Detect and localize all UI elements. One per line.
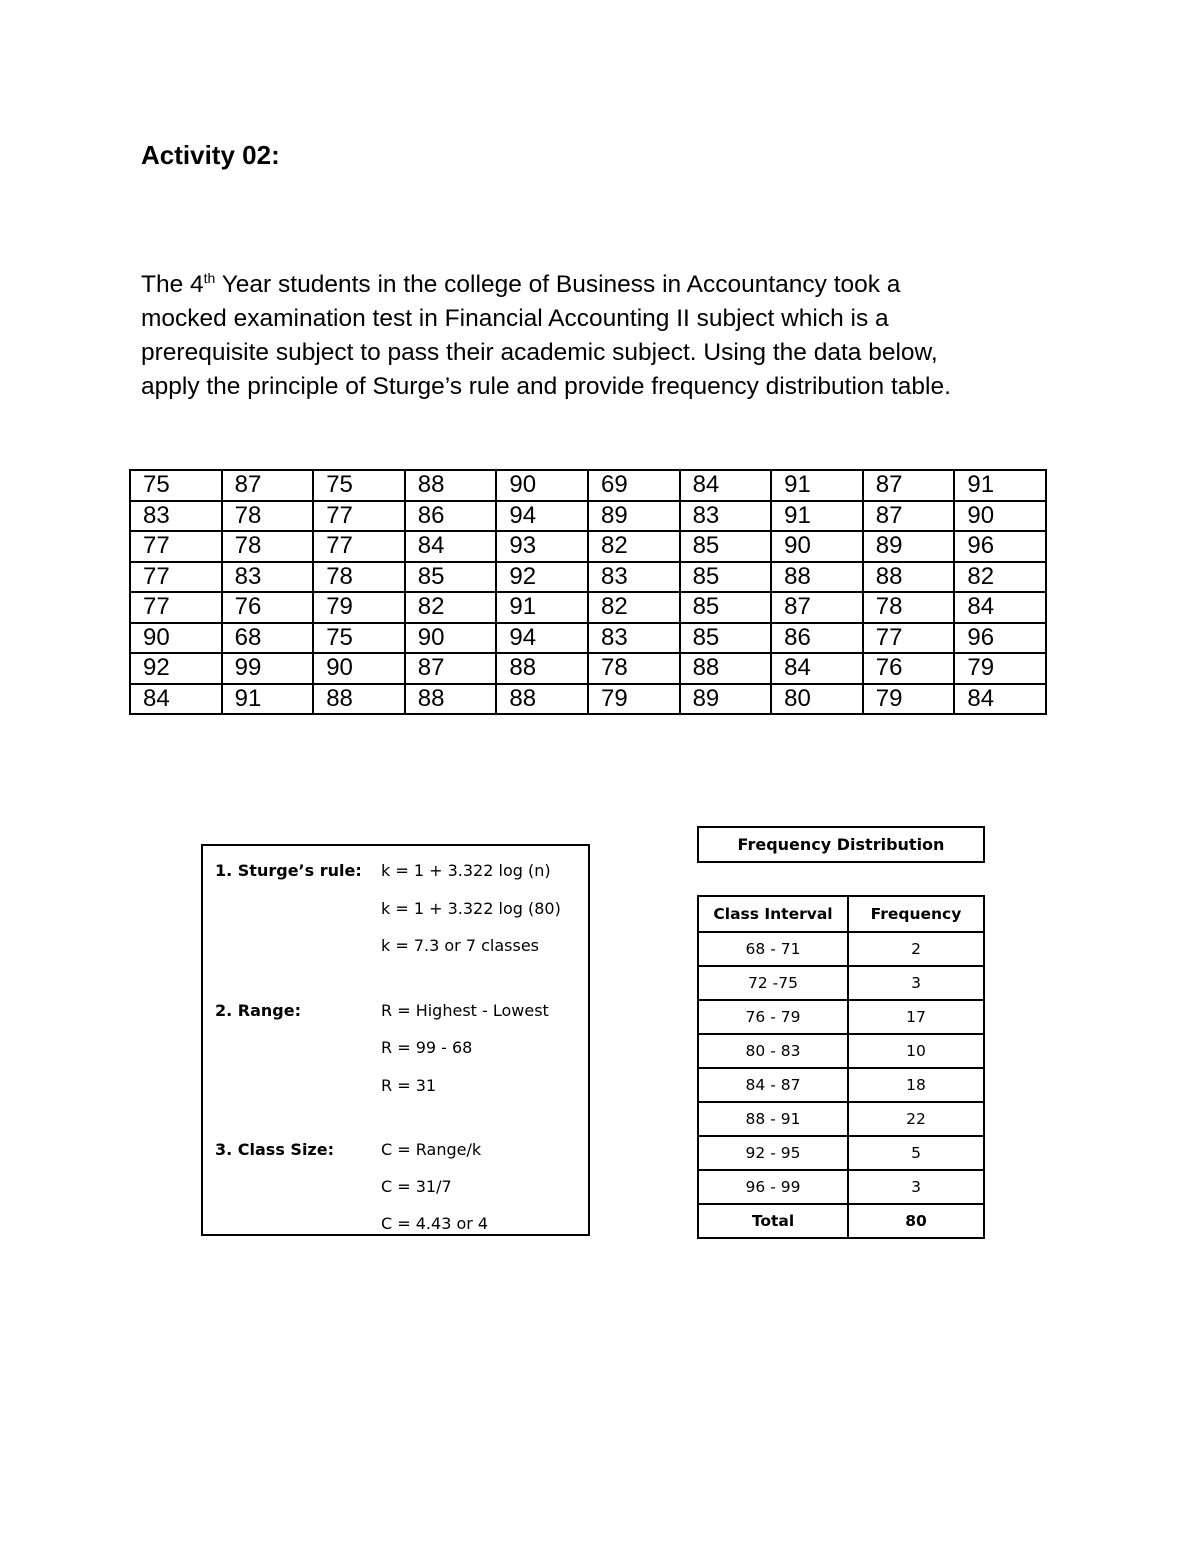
score-cell: 77 [313,531,405,562]
frequency-distribution-title: Frequency Distribution [697,826,985,863]
score-cell: 79 [954,653,1046,684]
score-cell: 88 [313,684,405,715]
instructions-line-4: apply the principle of Sturge’s rule and provide frequency distribution table. [141,373,951,400]
score-cell: 90 [496,470,588,501]
score-cell: 75 [313,623,405,654]
class-interval-cell: 92 - 95 [698,1136,848,1170]
score-cell: 82 [588,592,680,623]
score-cell: 91 [496,592,588,623]
scores-row [130,684,1046,715]
score-cell: 93 [496,531,588,562]
score-cell: 85 [680,623,772,654]
score-cell: 77 [130,531,222,562]
score-cell: 87 [222,470,314,501]
frequency-row [698,1000,984,1034]
score-cell: 89 [863,531,955,562]
class-interval-cell: 80 - 83 [698,1034,848,1068]
instructions-line-3: prerequisite subject to pass their academic subject. Using the data below, [141,339,938,366]
score-cell: 78 [222,501,314,532]
scores-row [130,531,1046,562]
score-cell: 82 [405,592,497,623]
class-size-substitution: C = 31/7 [381,1177,452,1196]
score-cell: 76 [863,653,955,684]
class-interval-cell: 76 - 79 [698,1000,848,1034]
score-cell: 77 [130,562,222,593]
frequency-cell: 10 [848,1034,984,1068]
score-cell: 87 [771,592,863,623]
score-cell: 85 [680,562,772,593]
score-cell: 77 [863,623,955,654]
class-size-formula: C = Range/k [381,1140,482,1159]
score-cell: 78 [222,531,314,562]
score-cell: 88 [496,653,588,684]
frequency-cell: 3 [848,966,984,1000]
score-cell: 88 [680,653,772,684]
score-cell: 87 [405,653,497,684]
scores-row [130,653,1046,684]
frequency-row [698,1068,984,1102]
score-cell: 85 [405,562,497,593]
total-label: Total [698,1204,848,1238]
frequency-cell: 18 [848,1068,984,1102]
score-cell: 84 [954,684,1046,715]
sturges-result: k = 7.3 or 7 classes [381,936,539,955]
score-cell: 77 [130,592,222,623]
frequency-table [697,895,985,1239]
frequency-row [698,1102,984,1136]
range-formula: R = Highest - Lowest [381,1001,549,1020]
computation-box [201,844,590,1236]
class-interval-cell: 84 - 87 [698,1068,848,1102]
frequency-header-row [698,896,984,932]
activity-title: Activity 02: [141,140,280,170]
score-cell: 82 [954,562,1046,593]
score-cell: 79 [863,684,955,715]
score-cell: 88 [771,562,863,593]
score-cell: 82 [588,531,680,562]
score-cell: 69 [588,470,680,501]
sturges-rule-label: 1. Sturge’s rule: [215,861,362,880]
score-cell: 85 [680,531,772,562]
score-cell: 88 [405,684,497,715]
score-cell: 90 [130,623,222,654]
instructions-line-1: The 4th Year students in the college of Business in Accountancy took a [141,269,901,298]
range-label: 2. Range: [215,1001,301,1020]
score-cell: 83 [680,501,772,532]
frequency-row [698,1136,984,1170]
score-cell: 90 [405,623,497,654]
score-cell: 78 [313,562,405,593]
sturges-substitution: k = 1 + 3.322 log (80) [381,899,561,918]
score-cell: 84 [680,470,772,501]
score-cell: 88 [405,470,497,501]
score-cell: 86 [771,623,863,654]
score-cell: 78 [588,653,680,684]
score-cell: 83 [588,623,680,654]
frequency-row [698,932,984,966]
class-interval-cell: 68 - 71 [698,932,848,966]
score-cell: 92 [496,562,588,593]
score-cell: 78 [863,592,955,623]
score-cell: 90 [313,653,405,684]
score-cell: 84 [954,592,1046,623]
score-cell: 75 [313,470,405,501]
score-cell: 83 [222,562,314,593]
score-cell: 94 [496,623,588,654]
score-cell: 96 [954,623,1046,654]
instructions-paragraph [141,268,1101,404]
score-cell: 88 [863,562,955,593]
frequency-cell: 17 [848,1000,984,1034]
class-interval-header: Class Interval [698,896,848,932]
class-size-result: C = 4.43 or 4 [381,1214,489,1233]
range-substitution: R = 99 - 68 [381,1038,473,1057]
frequency-cell: 3 [848,1170,984,1204]
scores-row [130,592,1046,623]
class-interval-cell: 72 -75 [698,966,848,1000]
frequency-row [698,966,984,1000]
score-cell: 92 [130,653,222,684]
ordinal-suffix: th [203,269,216,286]
score-cell: 87 [863,501,955,532]
total-row [698,1204,984,1238]
score-cell: 91 [222,684,314,715]
score-cell: 85 [680,592,772,623]
class-interval-cell: 96 - 99 [698,1170,848,1204]
score-cell: 84 [130,684,222,715]
total-value: 80 [848,1204,984,1238]
score-cell: 80 [771,684,863,715]
score-cell: 89 [680,684,772,715]
frequency-cell: 5 [848,1136,984,1170]
score-cell: 87 [863,470,955,501]
sturges-formula: k = 1 + 3.322 log (n) [381,861,551,880]
score-cell: 84 [405,531,497,562]
frequency-row [698,1170,984,1204]
score-cell: 79 [313,592,405,623]
score-cell: 75 [130,470,222,501]
score-cell: 96 [954,531,1046,562]
scores-row [130,501,1046,532]
frequency-cell: 22 [848,1102,984,1136]
scores-row [130,562,1046,593]
score-cell: 91 [954,470,1046,501]
score-cell: 77 [313,501,405,532]
score-cell: 90 [954,501,1046,532]
score-cell: 90 [771,531,863,562]
score-cell: 68 [222,623,314,654]
score-cell: 86 [405,501,497,532]
score-cell: 91 [771,501,863,532]
instructions-line-2: mocked examination test in Financial Accounting II subject which is a [141,305,889,332]
score-cell: 94 [496,501,588,532]
score-cell: 89 [588,501,680,532]
class-interval-cell: 88 - 91 [698,1102,848,1136]
range-result: R = 31 [381,1076,437,1095]
score-cell: 91 [771,470,863,501]
score-cell: 83 [588,562,680,593]
scores-row [130,623,1046,654]
score-cell: 76 [222,592,314,623]
score-cell: 83 [130,501,222,532]
score-cell: 88 [496,684,588,715]
score-cell: 84 [771,653,863,684]
scores-row [130,470,1046,501]
class-size-label: 3. Class Size: [215,1140,334,1159]
score-cell: 99 [222,653,314,684]
scores-table [129,469,1047,715]
score-cell: 79 [588,684,680,715]
frequency-row [698,1034,984,1068]
frequency-cell: 2 [848,932,984,966]
frequency-header: Frequency [848,896,984,932]
